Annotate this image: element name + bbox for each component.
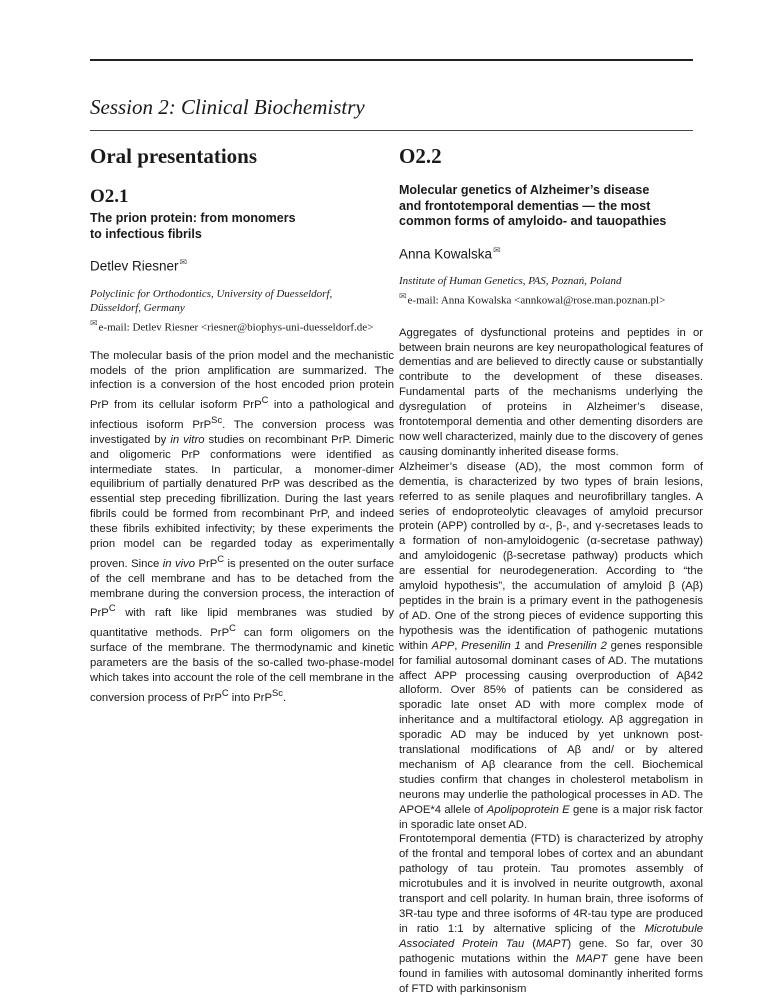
top-rule (90, 59, 693, 61)
text-run: Frontotemporal dementia (FTD) is characterized by atrophy of the frontal and temporal lobes of cortex and an abundant pathology of tau protein. Tau promotes assembly of microtubules and it is involved in neurite outgrowth, axonal transport and cell polarity. In human brain, three isoforms of 3R-tau type and three isoforms of 4R-tau type are produced in ratio 1:1 by alternative splicing of the (399, 833, 703, 935)
author-o2-1 (90, 254, 394, 275)
affiliation-line: Institute of Human Genetics, PAS, Poznań, Poland (399, 275, 622, 287)
text-run: . (282, 691, 287, 704)
italic-run: MAPT (575, 952, 608, 965)
title-line: to infectious fibrils (90, 226, 202, 241)
session-rule (90, 130, 693, 131)
superscript: C (261, 394, 269, 406)
text-run: into PrP (228, 691, 272, 704)
text-run: ) gene. So far, over 30 pathogenic mutations within the (399, 937, 703, 965)
email-text: e-mail: Anna Kowalska <annkowal@rose.man.poznan.pl> (407, 294, 666, 307)
text-run: PrP (195, 557, 218, 570)
text-run: genes responsible for familial autosomal dominant cases of AD. The mutations affect APP processing causing overproduction of Aβ42 alloform. Over 85% of patients can be considered as sporadic late onset AD with more complex mode of inheritance and a multifactoral etiology. Aβ aggregation in sporadic AD may be induced by yet unknown post-translational modifications of Aβ and/ or by altered mechanism of Aβ clearance from the cell. Biochemical studies confirm that changes in cholesterol metabolism in neurons may underlie the pathological processes in AD. The APOE*4 allele of (399, 639, 703, 816)
author-name: Anna Kowalska (399, 246, 493, 261)
affiliation-o2-2 (399, 274, 703, 308)
author-o2-2 (399, 242, 703, 263)
abstract-paragraph (399, 460, 703, 833)
text-run: gene is a major risk factor in sporadic late onset AD. (399, 803, 703, 831)
italic-run: APP (431, 639, 455, 652)
superscript: Sc (211, 414, 223, 426)
envelope-icon: ✉ (179, 257, 188, 267)
text-run: can form oligomers on the surface of the membrane. The thermodynamic and kinetic parameters are the basis of the so-called two-phase-model which takes into account the role of the cell membrane in the conversion process of PrP (90, 626, 395, 704)
title-line: common forms of amyloido- and tauopathies (399, 214, 667, 228)
text-run: ( (524, 937, 536, 950)
author-name: Detlev Riesner (90, 258, 179, 274)
superscript: C (229, 622, 236, 634)
text-run: , (454, 639, 462, 652)
abstract-body-o2-2 (399, 326, 703, 996)
abstract-paragraph (399, 832, 703, 996)
text-run: gene have been found in families with autosomal dominantly inherited forms of FTD with parkinsonism (399, 952, 703, 995)
envelope-icon: ✉ (493, 244, 501, 255)
affiliation-o2-1 (90, 287, 394, 335)
affiliation-line: Polyclinic for Orthodontics, University of Duesseldorf, (90, 287, 333, 300)
text-run: with raft like lipid membranes was studied by quantitative methods. PrP (90, 607, 394, 639)
abstract-title-o2-1 (90, 211, 394, 242)
text-run: studies on recombinant PrP. Dimeric and oligomeric PrP conformations were identified as intermediate states. In particular, a monomer-dimer equilibrium of partially denatured PrP was described as the essential step preceding fibrillization. During the last years fibrils could be formed from recombinant PrP, and indeed these fibrils exhibited infectivity; by these experiments the prion model can be regarded today as experimentally proven. Since (90, 433, 395, 570)
abstract-title-o2-2 (399, 183, 703, 230)
italic-run: Microtubule Associated Protein Tau (399, 922, 703, 950)
right-column (399, 143, 703, 996)
title-line: Molecular genetics of Alzheimer’s disease (399, 183, 650, 197)
italic-run: Apolipoprotein E (486, 803, 570, 816)
superscript: C (217, 552, 225, 564)
italic-run: in vitro (170, 433, 205, 446)
email-text: e-mail: Detlev Riesner <riesner@biophys-uni-duesseldorf.de> (98, 321, 374, 334)
spacer (399, 169, 703, 183)
left-column (90, 143, 394, 705)
envelope-icon: ✉ (90, 317, 98, 328)
italic-run: in vivo (162, 557, 196, 570)
abstract-code-o2-2: O2.2 (399, 144, 442, 168)
title-line: and frontotemporal dementias — the most (399, 198, 651, 213)
italic-run: MAPT (535, 937, 568, 950)
abstract-code-o2-1: O2.1 (90, 186, 129, 207)
abstract-paragraph: Aggregates of dysfunctional proteins and peptides in or between brain neurons are key neuropathological features of dementias and are believed to directly cause or substantially contribute to the development of these diseases. Fundamental parts of the mechanisms underlying the dysregulation of proteins in Alzheimer’s disease, frontotemporal dementia and other dementing disorders are now well characterized, mainly due to the discovery of genes causing dominantly inherited disease forms. (399, 326, 703, 458)
envelope-icon: ✉ (399, 290, 407, 301)
text-run: into a pathological and infectious isoform PrP (90, 399, 394, 431)
superscript: C (108, 602, 116, 614)
text-run: is presented on the outer surface of the cell membrane and has to be detached from the membrane during the conversion process, the interaction of PrP (90, 557, 394, 620)
superscript: Sc (271, 686, 283, 698)
superscript: C (221, 686, 229, 698)
section-heading: Oral presentations (90, 144, 258, 168)
abstract-body-o2-1 (90, 349, 394, 706)
session-title: Session 2: Clinical Biochemistry (90, 95, 365, 119)
text-run: . The conversion process was investigated by (90, 418, 394, 446)
italic-run: Presenilin 2 (547, 639, 607, 652)
text-run: The molecular basis of the prion model and the mechanistic models of the prion amplification are summarized. The infection is a conversion of the host encoded prion protein PrP from its cellular isoform PrP (90, 349, 394, 412)
text-run: and (520, 639, 548, 652)
text-run: Alzheimer’s disease (AD), the most common form of dementia, is characterized by two types of brain lesions, referred to as senile plaques and neurofibrillary tangles. A series of endoproteolytic cleavages of amyloid precursor protein (APP) controlled by α-, β-, and γ-secretases leads to a formation of non-amyloidogenic (α-secretase pathway) and amyloidogenic (β-secretase pathway) products which are essential for neurodegeneration. According to “the amyloid hypothesis”, the accumulation of amyloid β (Aβ) peptides in the brain is a primary event in the pathogenesis of AD. One of the strong pieces of evidence supporting this hypothesis was the identification of pathogenic mutations within (399, 460, 703, 652)
affiliation-line: Düsseldorf, Germany (90, 302, 185, 314)
abstract-paragraph (90, 349, 394, 706)
title-line: The prion protein: from monomers (90, 211, 296, 225)
italic-run: Presenilin 1 (461, 639, 521, 652)
